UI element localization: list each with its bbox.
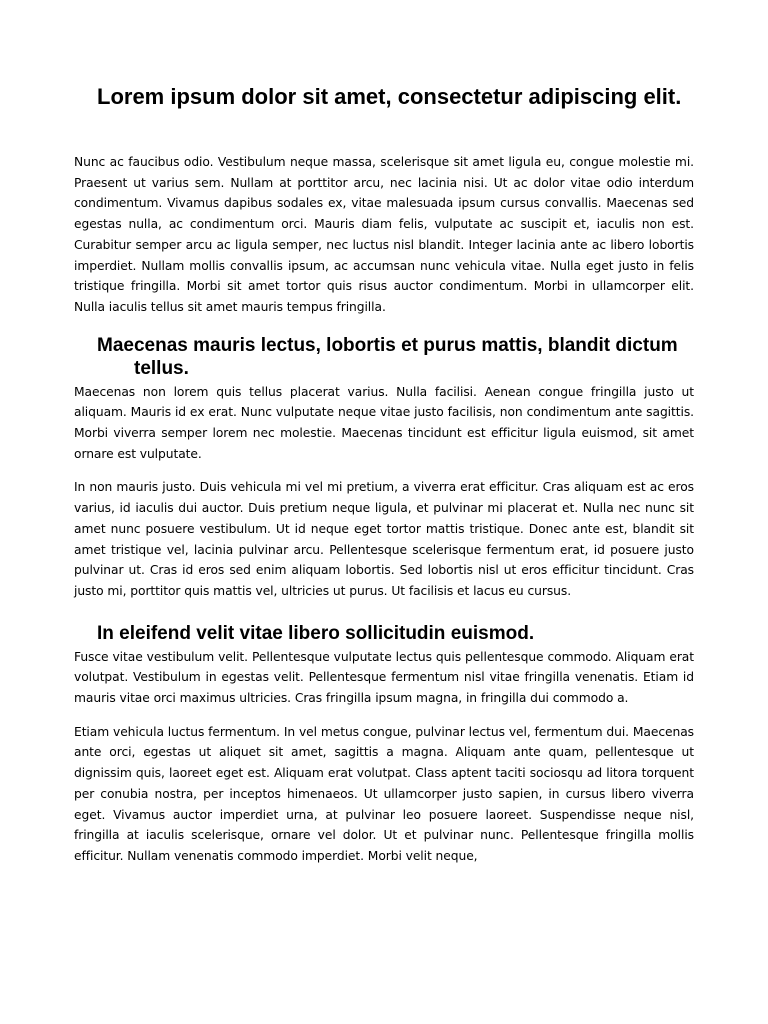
document-page [74, 0, 694, 867]
section-2-paragraph-2: Etiam vehicula luctus fermentum. In vel metus congue, pulvinar lectus vel, fermentum dui. Maecenas ante orci, egestas ut aliquet sit amet, sagittis a magna. Aliquam ante quam, pellentesque ut dignissim quis, laoreet eget est. Aliquam erat volutpat. Class aptent taciti sociosqu ad litora torquent per conubia nostra, per inceptos himenaeos. Ut ullamcorper justo sapien, in cursus libero viverra eget. Vivamus auctor imperdiet urna, at pulvinar leo posuere laoreet. Suspendisse neque nisl, fringilla at iaculis scelerisque, ornare vel dolor. Ut et pulvinar nunc. Pellentesque fringilla mollis efficitur. Nullam venenatis commodo imperdiet. Morbi velit neque, [74, 724, 694, 863]
section-2-paragraph-1: Fusce vitae vestibulum velit. Pellentesque vulputate lectus quis pellentesque commodo. Aliquam erat volutpat. Vestibulum in egestas velit. Pellentesque fermentum nisl vitae fringilla venenatis. Etiam id mauris vitae orci maximus ultricies. Cras fringilla ipsum magna, in fringilla dui commodo a. [74, 649, 694, 706]
section-heading-2: In eleifend velit vitae libero sollicitudin euismod. [97, 622, 535, 644]
section-1-paragraph-2: In non mauris justo. Duis vehicula mi vel mi pretium, a viverra erat efficitur. Cras aliquam est ac eros varius, id iaculis dui auctor. Duis pretium neque ligula, et pulvinar mi placerat et. Nulla nec nunc sit amet nunc posuere vestibulum. Ut id neque eget tortor mattis tristique. Donec ante est, blandit sit amet tristique vel, lacinia pulvinar arcu. Pellentesque scelerisque fermentum erat, id posuere justo pulvinar ut. Cras id eros sed enim aliquam lobortis. Sed lobortis nisl ut eros efficitur tincidunt. Cras justo mi, porttitor quis mattis vel, ultricies ut purus. Ut facilisis et lacus eu cursus. [74, 480, 694, 598]
section-heading-1: Maecenas mauris lectus, lobortis et purus mattis, blandit dictum tellus. [97, 334, 678, 379]
intro-paragraph: Nunc ac faucibus odio. Vestibulum neque massa, scelerisque sit amet ligula eu, congue molestie mi. Praesent ut varius sem. Nullam at porttitor arcu, nec lacinia nisi. Ut ac dolor vitae odio interdum condimentum. Vivamus dapibus sodales ex, vitae malesuada ipsum cursus convallis. Maecenas sed egestas nulla, ac condimentum orci. Mauris diam felis, vulputate ac suscipit et, iaculis non est. Curabitur semper arcu ac ligula semper, nec luctus nisl blandit. Integer lacinia ante ac libero lobortis imperdiet. Nullam mollis convallis ipsum, ac accumsan nunc vehicula vitae. Nulla eget justo in felis tristique fringilla. Morbi sit amet tortor quis risus auctor condimentum. Morbi in ullamcorper elit. Nulla iaculis tellus sit amet mauris tempus fringilla. [74, 155, 694, 314]
document-title: Lorem ipsum dolor sit amet, consectetur adipiscing elit. [97, 84, 682, 109]
section-1-paragraph-1: Maecenas non lorem quis tellus placerat varius. Nulla facilisi. Aenean congue fringilla justo ut aliquam. Mauris id ex erat. Nunc vulputate neque vitae justo facilisis, non condimentum ante sagittis. Morbi viverra semper lorem nec molestie. Maecenas tincidunt est efficitur ligula euismod, sit amet ornare est vulputate. [74, 384, 694, 461]
